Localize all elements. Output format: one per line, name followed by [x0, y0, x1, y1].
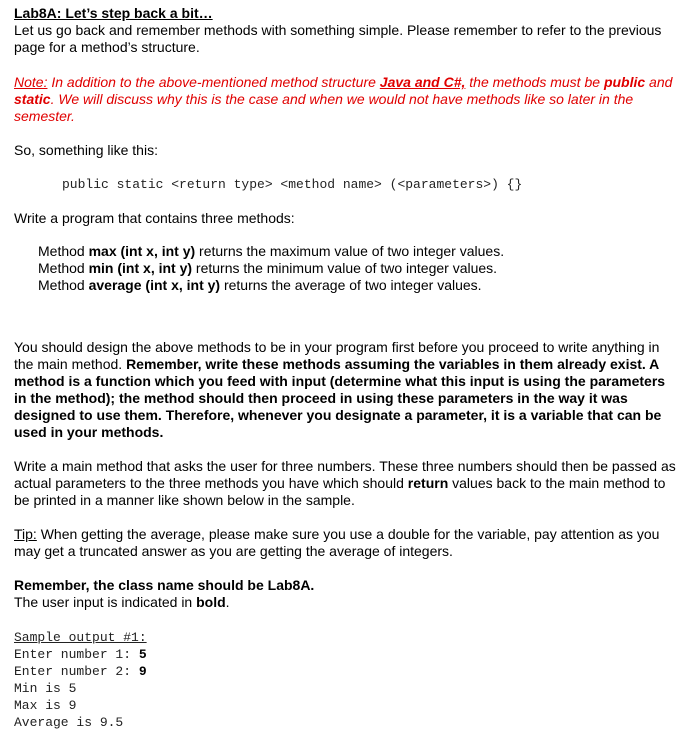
- sample-line: Enter number 1: 5: [14, 647, 147, 662]
- note-label: Note:: [14, 74, 48, 90]
- method-item: Method min (int x, int y) returns the minimum value of two integer values.: [38, 260, 498, 276]
- note-languages: Java and C#,: [379, 74, 466, 90]
- tip-paragraph: Tip: When getting the average, please make sure you use a double for the variable, pay attention as you may get a truncated answer as you are getting the average of integers.: [14, 526, 660, 559]
- page-title: Lab8A: Let’s step back a bit…: [14, 5, 213, 21]
- write-program-text: Write a program that contains three methods:: [14, 210, 295, 226]
- method-list: [38, 243, 679, 294]
- method-item: Method max (int x, int y) returns the maximum value of two integer values.: [38, 243, 505, 259]
- document: [14, 5, 679, 731]
- sample-output: [14, 629, 679, 731]
- note-paragraph: Note: In addition to the above-mentioned method structure Java and C#, the methods must be public and static. We will discuss why this is the case and when we would not have methods like so later in the semester.: [14, 74, 673, 124]
- main-method-paragraph: Write a main method that asks the user for three numbers. These three numbers should then be passed as actual parameters to the three methods you have which should return values back to the main method to be printed in a manner like shown below in the sample.: [14, 458, 676, 508]
- method-item: Method average (int x, int y) returns the average of two integer values.: [38, 277, 482, 293]
- sample-line: Enter number 2: 9: [14, 664, 147, 679]
- code-signature: public static <return type> <method name> (<parameters>) {}: [62, 177, 523, 192]
- user-input-note: The user input is indicated in bold.: [14, 594, 230, 610]
- sample-line: Max is 9: [14, 698, 77, 713]
- class-name-note: Remember, the class name should be Lab8A.: [14, 577, 315, 593]
- sample-header: Sample output #1:: [14, 630, 147, 645]
- so-text: So, something like this:: [14, 142, 158, 158]
- sample-line: Min is 5: [14, 681, 77, 696]
- tip-label: Tip:: [14, 526, 37, 542]
- intro-paragraph: Let us go back and remember methods with something simple. Please remember to refer to the previous page for a method’s structure.: [14, 22, 662, 55]
- design-paragraph: You should design the above methods to be in your program first before you proceed to write anything in the main method. Remember, write these methods assuming the variables in them already exist. A method is a function which you feed with input (determine what this input is using the parameters in the method); the method should then proceed in using these parameters in the way it was designed to use them. Therefore, whenever you designate a parameter, it is a variable that can be used in your methods.: [14, 339, 666, 440]
- sample-line: Average is 9.5: [14, 715, 124, 730]
